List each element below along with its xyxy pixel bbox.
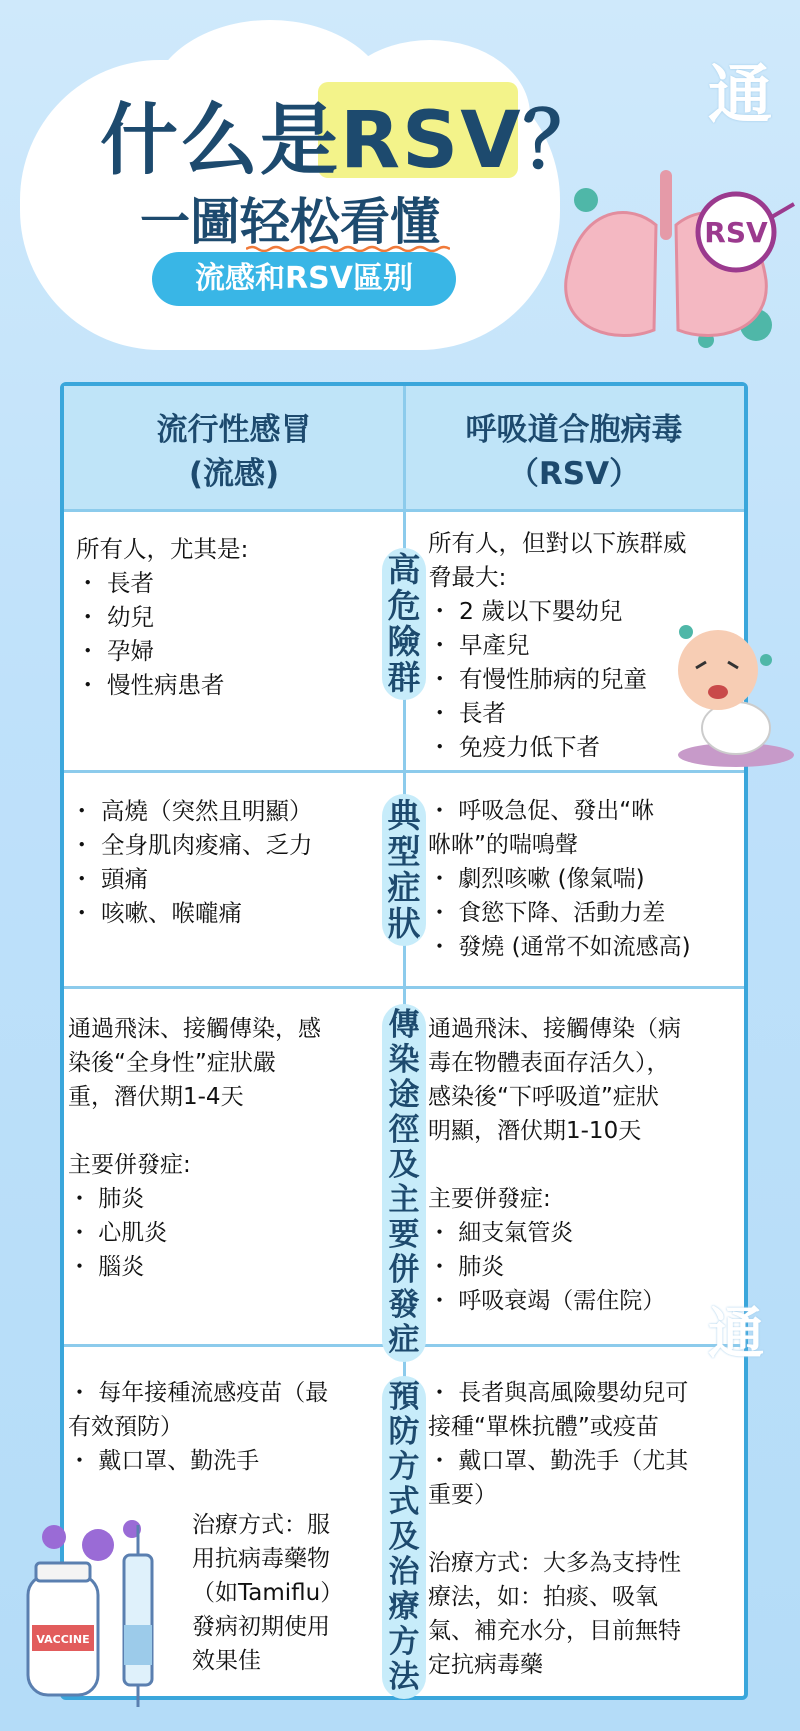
list-item: ・ 有慢性肺病的兒童 [428, 665, 647, 693]
list-item: ・ 呼吸急促、發出“咻 [428, 798, 655, 824]
label-char: 發 [388, 1287, 420, 1323]
list-item: ・ 戴口罩、勤洗手（尤其 [428, 1448, 689, 1474]
label-char: 染 [388, 1042, 420, 1078]
label-char: 典 [387, 796, 421, 835]
list-item: ・ 慢性病患者 [76, 671, 225, 699]
list-item: ・ 呼吸衰竭（需住院） [428, 1288, 666, 1314]
text-line: 通過飛沫、接觸傳染，感 [68, 1016, 321, 1042]
list-item: ・ 長者與高風險嬰幼兒可 [428, 1380, 689, 1406]
row-symptoms-flu [70, 794, 312, 930]
label-char: 型 [387, 832, 421, 871]
list-item: ・ 長者 [76, 569, 154, 597]
list-item: 咻咻”的喘鳴聲 [428, 832, 578, 858]
list-item: ・ 2 歲以下嬰幼兒 [428, 597, 623, 625]
comparison-table [60, 382, 748, 1700]
label-char: 法 [388, 1659, 420, 1695]
label-char: 要 [388, 1217, 420, 1253]
vaccine-illustration [14, 1515, 184, 1715]
text-line: 感染後“下呼吸道”症狀 [428, 1084, 659, 1110]
text-line: 氣、補充水分，目前無特 [428, 1618, 681, 1644]
list-item: 脅最大: [428, 563, 507, 591]
text-line: 通過飛沫、接觸傳染（病 [428, 1016, 681, 1042]
label-char: 主 [388, 1182, 420, 1218]
list-item: 重要） [428, 1482, 497, 1508]
list-item: ・ 腦炎 [68, 1254, 145, 1280]
row-transmission-rsv [428, 1012, 681, 1318]
baby-illustration [666, 620, 796, 770]
label-char: 及 [388, 1519, 420, 1555]
col-head-flu [64, 408, 404, 496]
subtitle-wave [246, 238, 450, 246]
label-char: 途 [388, 1077, 420, 1113]
brand-logo-secondary: 通 [708, 1301, 764, 1367]
text-line: 重，潛伏期1-4天 [68, 1084, 244, 1110]
row-risk-rsv [428, 526, 687, 764]
flu-treatment [192, 1508, 343, 1678]
label-char: 徑 [388, 1112, 420, 1148]
list-item: ・ 孕婦 [76, 637, 154, 665]
list-item: ・ 咳嗽、喉嚨痛 [70, 899, 242, 927]
row-symptoms-rsv [428, 794, 691, 964]
text-line [428, 1512, 688, 1546]
text-line [68, 1114, 321, 1148]
text-line: 用抗病毒藥物 [192, 1546, 330, 1572]
list-item: ・ 高燒（突然且明顯） [70, 797, 313, 825]
label-char: 高 [387, 550, 421, 589]
text-line: 定抗病毒藥 [428, 1652, 543, 1678]
row-prevention-rsv [428, 1376, 688, 1682]
col-head-flu-line1: 流行性感冒 [156, 412, 312, 448]
label-char: 防 [388, 1414, 420, 1450]
label-char: 傳 [388, 1007, 420, 1043]
text-line: 主要併發症: [428, 1186, 551, 1212]
text-line: 療法，如：拍痰、吸氧 [428, 1584, 658, 1610]
label-char: 併 [388, 1252, 420, 1288]
vaccine-label: VACCINE [36, 1633, 90, 1646]
label-char: 險 [387, 622, 421, 661]
label-char: 症 [387, 868, 421, 907]
text-line: 所有人，但對以下族群威 [428, 529, 687, 557]
text-line: （如Tamiflu） [192, 1580, 344, 1606]
list-item: ・ 肺炎 [68, 1186, 145, 1212]
text-line: 主要併發症: [68, 1152, 191, 1178]
col-head-flu-line2: (流感) [188, 456, 280, 492]
list-item: ・ 幼兒 [76, 603, 154, 631]
list-item: ・ 戴口罩、勤洗手 [68, 1448, 260, 1474]
list-item: ・ 劇烈咳嗽 (像氣喘) [428, 866, 645, 892]
rsv-badge-text: RSV [704, 216, 768, 249]
list-item: ・ 細支氣管炎 [428, 1220, 574, 1246]
comparison-tag: 流感和RSV區别 [152, 252, 456, 306]
text-line: 治療方式：大多為支持性 [428, 1550, 681, 1576]
row-transmission-flu [68, 1012, 321, 1284]
row-risk-flu [76, 532, 248, 702]
label-char: 方 [388, 1449, 420, 1485]
row-label-transmission [382, 1004, 426, 1362]
brand-logo: 通 [708, 58, 772, 133]
row-prevention-flu [68, 1376, 328, 1478]
list-item: ・ 頭痛 [70, 865, 148, 893]
list-item: ・ 心肌炎 [68, 1220, 168, 1246]
text-line: 治療方式：服 [192, 1512, 330, 1538]
text-line: 發病初期使用 [192, 1614, 330, 1640]
text-line [428, 1148, 681, 1182]
row-label-risk [382, 548, 426, 700]
col-head-rsv [404, 408, 744, 496]
row-label-symptoms [382, 794, 426, 946]
list-item: ・ 長者 [428, 699, 506, 727]
label-char: 式 [388, 1484, 420, 1520]
label-char: 預 [388, 1379, 420, 1415]
page-title: 什么是RSV？ [100, 96, 603, 186]
lungs-illustration [556, 170, 796, 370]
list-item: ・ 早產兒 [428, 631, 530, 659]
label-char: 狀 [387, 904, 421, 943]
row-divider [64, 770, 744, 773]
col-head-rsv-line2: （RSV） [507, 456, 641, 492]
list-item: ・ 每年接種流感疫苗（最 [68, 1380, 329, 1406]
label-char: 治 [388, 1554, 420, 1590]
list-item: 接種“單株抗體”或疫苗 [428, 1414, 659, 1440]
text-line: 明顯，潛伏期1-10天 [428, 1118, 642, 1144]
label-char: 療 [388, 1589, 420, 1625]
col-head-rsv-line1: 呼吸道合胞病毒 [465, 412, 683, 448]
row-divider [64, 986, 744, 989]
text-line: 效果佳 [192, 1648, 261, 1674]
label-char: 及 [388, 1147, 420, 1183]
list-item: 有效預防） [68, 1414, 183, 1440]
label-char: 危 [387, 586, 421, 625]
list-item [428, 526, 687, 560]
list-item: ・ 肺炎 [428, 1254, 505, 1280]
label-char: 方 [388, 1624, 420, 1660]
list-item: ・ 發燒 (通常不如流感高) [428, 934, 691, 960]
list-item: ・ 免疫力低下者 [428, 733, 600, 761]
list-item: ・ 全身肌肉痠痛、乏力 [70, 831, 313, 859]
text-line: 毒在物體表面存活久）， [428, 1050, 670, 1076]
text-line: 染後“全身性”症狀嚴 [68, 1050, 276, 1076]
label-char: 群 [387, 658, 421, 697]
row-label-prevention [382, 1376, 426, 1699]
label-char: 症 [388, 1322, 420, 1358]
list-item: 所有人，尤其是: [76, 535, 249, 563]
list-item: ・ 食慾下降、活動力差 [428, 900, 666, 926]
subtitle-text: 一圖轻松看懂 [140, 193, 440, 251]
